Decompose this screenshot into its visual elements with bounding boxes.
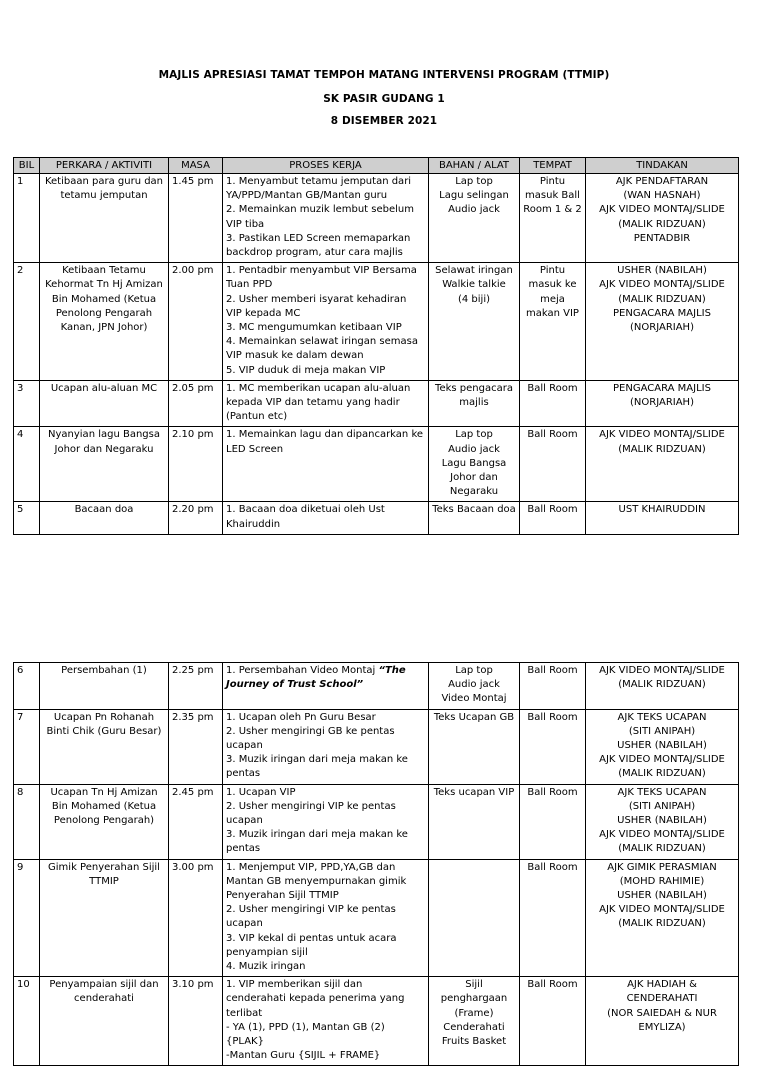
event-date: 8 DISEMBER 2021 (330, 115, 438, 127)
column-header-perkara: PERKARA / AKTIVITI (40, 158, 169, 174)
school-name: SK PASIR GUDANG 1 (323, 93, 445, 105)
cell-bahan (429, 663, 520, 710)
cell-tindakan-line: (MALIK RIDZUAN) (618, 768, 706, 780)
cell-tindakan (586, 502, 739, 534)
table-row (14, 784, 739, 859)
cell-proses (223, 174, 429, 263)
cell-tindakan-line: (NORJARIAH) (630, 397, 694, 409)
cell-perkara: Ucapan Pn Rohanah Binti Chik (Guru Besar) (40, 709, 169, 784)
table-row (14, 977, 739, 1066)
cell-bil: 3 (14, 380, 40, 427)
cell-perkara: Ketibaan para guru dan tetamu jemputan (40, 174, 169, 263)
cell-bahan (429, 427, 520, 502)
cell-proses-line: 3. Pastikan LED Screen memaparkan backdrop program, atur cara majlis (226, 232, 411, 259)
cell-tindakan-line: (SITI ANIPAH) (628, 800, 696, 812)
cell-tindakan-line: (MALIK RIDZUAN) (618, 843, 706, 855)
cell-tindakan-line: AJK PENDAFTARAN (615, 176, 709, 187)
column-header-tempat: TEMPAT (520, 158, 586, 174)
cell-proses-line: 1. Ucapan VIP (226, 786, 296, 798)
cell-bahan (429, 174, 520, 263)
cell-proses-line: 1. Memainkan lagu dan dipancarkan ke LED Screen (226, 429, 424, 455)
column-header-bahan: BAHAN / ALAT (429, 158, 520, 174)
cell-tindakan-line: (NORJARIAH) (630, 322, 694, 334)
cell-masa: 2.20 pm (169, 502, 223, 534)
cell-bahan-line: (Frame) (454, 1007, 494, 1019)
cell-bil: 1 (14, 174, 40, 263)
cell-masa: 2.10 pm (169, 427, 223, 502)
cell-tindakan-line: (WAN HASNAH) (623, 190, 701, 202)
schedule-table-page-2 (13, 662, 739, 1066)
cell-bahan-line: majlis (459, 397, 489, 409)
cell-tindakan (586, 663, 739, 710)
cell-tindakan (586, 977, 739, 1066)
cell-bil: 4 (14, 427, 40, 502)
cell-perkara: Nyanyian lagu Bangsa Johor dan Negaraku (40, 427, 169, 502)
cell-proses-line: - YA (1), PPD (1), Mantan GB (2) {PLAK} (226, 1021, 385, 1048)
cell-bahan-line: Negaraku (449, 486, 499, 498)
table-header-row (14, 158, 739, 174)
cell-tindakan-line: (MALIK RIDZUAN) (618, 218, 706, 230)
cell-masa: 3.10 pm (169, 977, 223, 1066)
cell-tindakan-line: UST KHAIRUDDIN (618, 504, 706, 516)
cell-bil: 8 (14, 784, 40, 859)
cell-tempat: Ball Room (520, 977, 586, 1066)
cell-bil: 5 (14, 502, 40, 534)
cell-bahan (429, 502, 520, 534)
cell-proses-line: 1. VIP memberikan sijil dan cenderahati kepada penerima yang terlibat (226, 979, 405, 1019)
cell-proses (223, 663, 429, 710)
column-header-proses: PROSES KERJA (223, 158, 429, 174)
cell-masa: 2.35 pm (169, 709, 223, 784)
cell-proses (223, 784, 429, 859)
cell-bil: 10 (14, 977, 40, 1066)
cell-bahan-line: Lagu Bangsa (441, 457, 507, 469)
cell-proses (223, 859, 429, 977)
cell-proses-line: 1. MC memberikan ucapan alu-aluan kepada VIP dan tetamu yang hadir (Pantun etc) (226, 382, 411, 423)
cell-bahan-line: Lagu selingan (439, 190, 509, 202)
cell-tindakan-line: (SITI ANIPAH) (628, 725, 696, 737)
table-row (14, 709, 739, 784)
cell-bahan-line: Lap top (455, 665, 493, 676)
cell-tindakan-line: USHER (NABILAH) (617, 890, 707, 902)
cell-proses (223, 263, 429, 381)
cell-bahan (429, 977, 520, 1066)
cell-proses-line: 5. VIP duduk di meja makan VIP (226, 364, 386, 376)
cell-tempat: Ball Room (520, 709, 586, 784)
cell-tindakan-line: (MALIK RIDZUAN) (618, 918, 706, 930)
cell-tindakan-line: EMYLIZA) (638, 1021, 686, 1033)
cell-bahan-line: Sijil penghargaan (440, 979, 508, 1005)
cell-proses-line: 3. Muzik iringan dari meja makan ke pentas (226, 754, 408, 780)
cell-proses-line: 1. Menjemput VIP, PPD,YA,GB dan Mantan GB menyempurnakan gimik Penyerahan Sijil TTMIP (226, 861, 407, 902)
cell-bahan (429, 709, 520, 784)
cell-bahan-line: Fruits Basket (441, 1036, 507, 1048)
cell-tempat: Pintu masuk ke meja makan VIP (520, 263, 586, 381)
cell-tempat: Pintu masuk Ball Room 1 & 2 (520, 174, 586, 263)
cell-proses (223, 380, 429, 427)
cell-bahan-line: (4 biji) (457, 293, 491, 305)
cell-tempat: Ball Room (520, 380, 586, 427)
cell-bil: 7 (14, 709, 40, 784)
cell-bahan-line: Audio jack (448, 443, 500, 455)
cell-tindakan-line: (NOR SAIEDAH & NUR (607, 1007, 717, 1019)
table-row (14, 174, 739, 263)
cell-proses (223, 709, 429, 784)
cell-tempat: Ball Room (520, 859, 586, 977)
cell-tindakan-line: (MALIK RIDZUAN) (618, 293, 706, 305)
cell-tindakan-line: AJK VIDEO MONTAJ/SLIDE (599, 429, 725, 441)
cell-tindakan (586, 380, 739, 427)
cell-tindakan-line: AJK VIDEO MONTAJ/SLIDE (599, 279, 725, 291)
cell-tindakan (586, 174, 739, 263)
cell-bil: 9 (14, 859, 40, 977)
cell-proses (223, 427, 429, 502)
cell-tindakan-line: AJK GIMIK PERASMIAN (607, 861, 717, 873)
cell-proses-line: 1. Menyambut tetamu jemputan dari YA/PPD/Mantan GB/Mantan guru (226, 176, 412, 202)
cell-bil: 6 (14, 663, 40, 710)
cell-proses-line: -Mantan Guru {SIJIL + FRAME} (226, 1050, 381, 1062)
column-header-tindakan: TINDAKAN (586, 158, 739, 174)
cell-masa: 3.00 pm (169, 859, 223, 977)
cell-proses-line: 1. Bacaan doa diketuai oleh Ust Khairuddin (226, 504, 385, 530)
cell-tindakan-line: PENTADBIR (633, 232, 691, 244)
cell-masa: 1.45 pm (169, 174, 223, 263)
cell-bahan-line: Lap top (455, 429, 493, 441)
cell-proses-line: 2. Usher mengiringi GB ke pentas ucapan (226, 725, 395, 752)
cell-proses-line: 2. Usher memberi isyarat kehadiran VIP kepada MC (226, 293, 407, 319)
cell-proses-line: 3. MC mengumumkan ketibaan VIP (226, 322, 402, 334)
cell-proses-line: 4. Memainkan selawat iringan semasa VIP masuk ke dalam dewan (226, 336, 418, 362)
cell-masa: 2.25 pm (169, 663, 223, 710)
table-row (14, 502, 739, 534)
cell-tindakan-line: (MOHD RAHIMIE) (619, 875, 705, 887)
cell-proses (223, 977, 429, 1066)
cell-tempat: Ball Room (520, 784, 586, 859)
cell-proses-emphasis: “The Journey of Trust School” (226, 665, 406, 691)
cell-tindakan-line: AJK TEKS UCAPAN (617, 711, 707, 723)
cell-bahan (429, 859, 520, 977)
cell-bahan (429, 784, 520, 859)
cell-masa: 2.45 pm (169, 784, 223, 859)
cell-proses-line: 1. Pentadbir menyambut VIP Bersama Tuan PPD (226, 265, 417, 291)
cell-tindakan-line: (MALIK RIDZUAN) (618, 443, 706, 455)
cell-bahan-line: Selawat iringan (435, 265, 513, 277)
cell-tindakan-line: AJK VIDEO MONTAJ/SLIDE (599, 754, 725, 766)
cell-perkara: Ucapan alu-aluan MC (40, 380, 169, 427)
table-row (14, 380, 739, 427)
cell-tindakan-line: AJK VIDEO MONTAJ/SLIDE (599, 204, 725, 216)
cell-perkara: Penyampaian sijil dan cenderahati (40, 977, 169, 1066)
cell-bahan-line: Lap top (455, 176, 493, 187)
cell-bahan-line: Johor dan (450, 472, 498, 484)
cell-proses-text: 1. Persembahan Video Montaj (226, 665, 379, 676)
cell-bahan-line: Video Montaj (441, 693, 507, 705)
cell-proses-line: 3. Muzik iringan dari meja makan ke pentas (226, 829, 408, 855)
cell-tindakan (586, 263, 739, 381)
cell-tindakan-line: USHER (NABILAH) (617, 815, 707, 827)
cell-tindakan-line: CENDERAHATI (626, 993, 698, 1005)
cell-proses (223, 502, 429, 534)
schedule-table-page-1 (13, 157, 739, 535)
cell-perkara: Gimik Penyerahan Sijil TTMIP (40, 859, 169, 977)
cell-bahan-line: Audio jack (448, 204, 500, 216)
cell-proses-line: 3. VIP kekal di pentas untuk acara penyampian sijil (226, 932, 397, 958)
cell-masa: 2.00 pm (169, 263, 223, 381)
cell-perkara: Persembahan (1) (40, 663, 169, 710)
cell-tindakan (586, 784, 739, 859)
cell-proses-line: 2. Memainkan muzik lembut sebelum VIP tiba (226, 204, 414, 230)
cell-bahan-line: Audio jack (448, 679, 500, 691)
cell-bahan-line: Teks Bacaan doa (432, 504, 516, 516)
cell-tindakan-line: PENGACARA MAJLIS (613, 382, 711, 394)
cell-proses-line: 2. Usher mengiringi VIP ke pentas ucapan (226, 904, 396, 930)
cell-tindakan-line: AJK TEKS UCAPAN (617, 786, 707, 798)
cell-tempat: Ball Room (520, 427, 586, 502)
table-row (14, 859, 739, 977)
column-header-bil: BIL (14, 158, 40, 174)
cell-tindakan-line: PENGACARA MAJLIS (613, 307, 711, 319)
document-title: MAJLIS APRESIASI TAMAT TEMPOH MATANG INTERVENSI PROGRAM (TTMIP) (158, 69, 610, 81)
cell-tindakan-line: USHER (NABILAH) (617, 740, 707, 752)
cell-tindakan-line: AJK HADIAH & (627, 979, 697, 991)
table-row (14, 427, 739, 502)
cell-tindakan (586, 427, 739, 502)
cell-tindakan-line: AJK VIDEO MONTAJ/SLIDE (599, 904, 725, 916)
cell-proses-line: 4. Muzik iringan (226, 961, 306, 973)
cell-perkara: Bacaan doa (40, 502, 169, 534)
cell-tindakan-line: USHER (NABILAH) (617, 265, 707, 277)
cell-tempat: Ball Room (520, 663, 586, 710)
cell-tempat: Ball Room (520, 502, 586, 534)
cell-bahan-line: Teks pengacara (435, 382, 513, 394)
cell-tindakan-line: AJK VIDEO MONTAJ/SLIDE (599, 829, 725, 841)
table-row (14, 663, 739, 710)
cell-bahan-line: Teks Ucapan GB (433, 711, 515, 723)
cell-masa: 2.05 pm (169, 380, 223, 427)
cell-perkara: Ucapan Tn Hj Amizan Bin Mohamed (Ketua Penolong Pengarah) (40, 784, 169, 859)
cell-tindakan-line: AJK VIDEO MONTAJ/SLIDE (599, 665, 725, 676)
cell-tindakan (586, 709, 739, 784)
cell-bahan-line: Cenderahati (443, 1021, 505, 1033)
cell-bil: 2 (14, 263, 40, 381)
cell-proses-line: 1. Ucapan oleh Pn Guru Besar (226, 711, 376, 723)
cell-bahan (429, 380, 520, 427)
cell-perkara: Ketibaan Tetamu Kehormat Tn Hj Amizan Bin Mohamed (Ketua Penolong Pengarah Kanan, JPN Johor) (40, 263, 169, 381)
cell-bahan-line: Teks ucapan VIP (433, 786, 515, 798)
table-row (14, 263, 739, 381)
cell-tindakan (586, 859, 739, 977)
cell-bahan (429, 263, 520, 381)
cell-tindakan-line: (MALIK RIDZUAN) (618, 679, 706, 691)
column-header-masa: MASA (169, 158, 223, 174)
cell-proses-line: 2. Usher mengiringi VIP ke pentas ucapan (226, 800, 396, 827)
cell-bahan-line: Walkie talkie (442, 279, 506, 291)
